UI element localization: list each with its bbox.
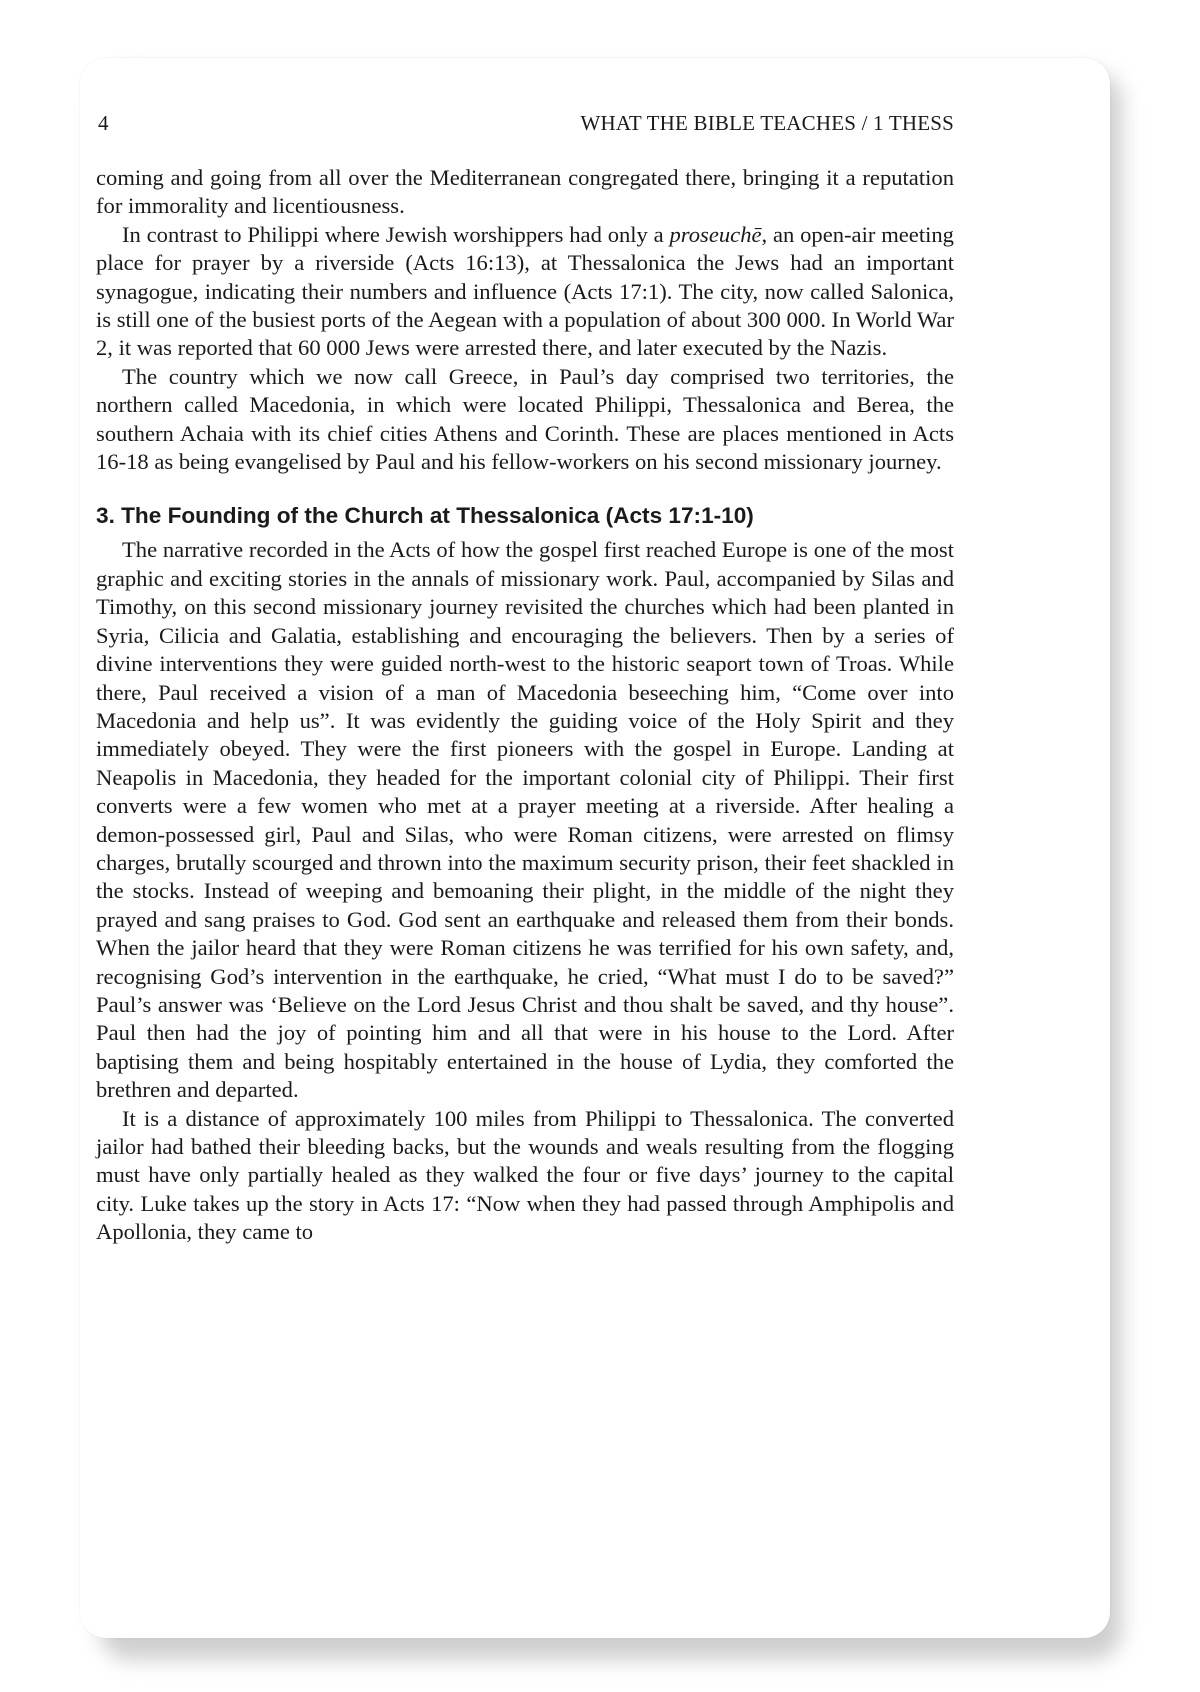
paragraph-2-end: , an open-air meeting place for prayer by a riverside (Acts 16:13), at Thessalonica the Jews had an important synagogue, indicating their numbers and influence (Acts 17:1). The city, now called Salonica, is still one of the busiest ports of the Aegean with a population of about 300 000. In World War 2, it was reported that 60 000 Jews were arrested there, and later executed by the Nazis. [96, 221, 954, 361]
book-title: WHAT THE BIBLE TEACHES / 1 THESS [580, 111, 954, 135]
paragraph-5: It is a distance of approximately 100 miles from Philippi to Thessalonica. The converted jailor had bathed their bleeding backs, but the wounds and weals resulting from the flogging must have only partially healed as they walked the four or five days’ journey to the capital city. Luke takes up the story in Acts 17: “Now when they had passed through Amphipolis and Apollonia, they came to [96, 1105, 954, 1245]
paragraph-4: The narrative recorded in the Acts of how the gospel first reached Europe is one of the most graphic and exciting stories in the annals of missionary work. Paul, accompanied by Silas and Timothy, on this second missionary journey revisited the churches which had been planted in Syria, Cilicia and Galatia, establishing and encouraging the believers. Then by a series of divine interventions they were guided north-west to the historic seaport town of Troas. While there, Paul received a vision of a man of Macedonia beseeching him, “Come over into Macedonia and help us”. It was evidently the guiding voice of the Holy Spirit and they immediately obeyed. They were the first pioneers with the gospel in Europe. Landing at Neapolis in Macedonia, they headed for the important colonial city of Philippi. Their first converts were a few women who met at a prayer meeting at a riverside. After healing a demon-possessed girl, Paul and Silas, who were Roman citizens, were arrested on flimsy charges, brutally scourged and thrown into the maximum security prison, their feet shackled in the stocks. Instead of weeping and bemoaning their plight, in the middle of the night they prayed and sang praises to God. God sent an earthquake and released them from their bonds. When the jailor heard that they were Roman citizens he was terrified for his own safety, and, recognising God’s intervention in the earthquake, he cried, “What must I do to be saved?” Paul’s answer was ‘Believe on the Lord Jesus Christ and thou shalt be saved, and thy house”. Paul then had the joy of pointing him and all that were in his house to the Lord. After baptising them and being hospitably entertained in the house of Lydia, they comforted the brethren and departed. [96, 537, 954, 1103]
running-head [98, 108, 954, 138]
body-text [96, 164, 954, 1247]
paragraph-2-start: In contrast to Philippi where Jewish worshippers had only a [122, 221, 670, 247]
paragraph-2 [96, 221, 954, 363]
paragraph-3: The country which we now call Greece, in Paul’s day comprised two territories, the northern called Macedonia, in which were located Philippi, Thessalonica and Berea, the southern Achaia with its chief cities Athens and Corinth. These are places mentioned in Acts 16-18 as being evangelised by Paul and his fellow-workers on his second missionary journey. [96, 363, 954, 475]
paragraph-1: coming and going from all over the Mediterranean congregated there, bringing it a reputation for immorality and licentiousness. [96, 165, 954, 219]
page-number: 4 [98, 111, 109, 135]
section-heading: 3. The Founding of the Church at Thessalonica (Acts 17:1-10) [96, 503, 754, 529]
italic-term: proseuchē [669, 221, 762, 247]
